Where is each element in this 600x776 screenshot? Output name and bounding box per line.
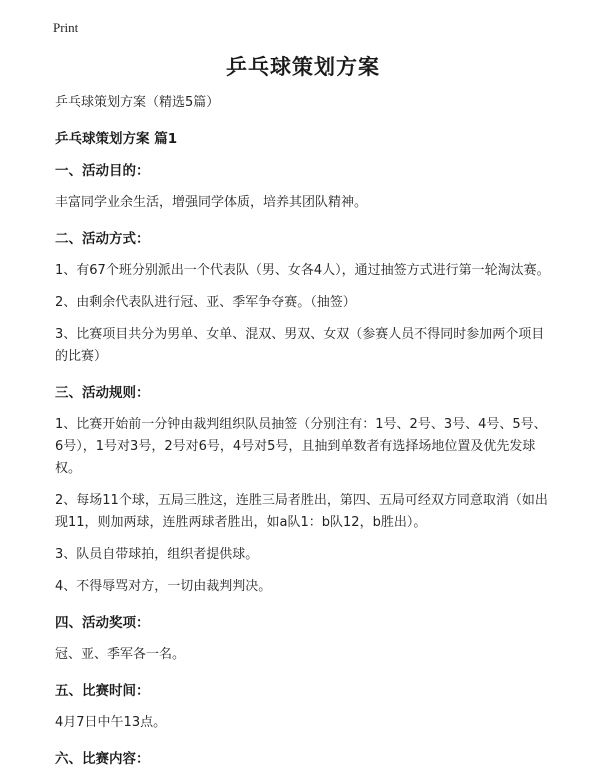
heading-purpose: 一、活动目的： — [55, 163, 150, 179]
paragraph-method-1: 1、有67个班分别派出一个代表队（男、女各4人），通过抽签方式进行第一轮淘汰赛。 — [55, 263, 550, 278]
paragraph-purpose: 丰富同学业余生活，增强同学体质，培养其团队精神。 — [55, 195, 368, 210]
print-link[interactable]: Print — [53, 20, 79, 35]
page-title: 乒乓球策划方案 — [226, 55, 380, 79]
paragraph-time: 4月7日中午13点。 — [55, 715, 167, 730]
paragraph-method-2: 2、由剩余代表队进行冠、亚、季军争夺赛。（抽签） — [55, 295, 356, 310]
section-title: 乒乓球策划方案 篇1 — [55, 131, 178, 147]
heading-content: 六、比赛内容： — [55, 751, 150, 767]
paragraph-rules-1: 1、比赛开始前一分钟由裁判组织队员抽签（分别注有：1号、2号、3号、4号、5号、6号），1号对3号，2号对6号，4号对5号，且抽到单数者有选择场地位置及优先发球权。 — [55, 417, 547, 476]
document — [55, 50, 551, 770]
heading-method: 二、活动方式： — [55, 231, 150, 247]
paragraph-rules-2: 2、每场11个球，五局三胜这，连胜三局者胜出，第四、五局可经双方同意取消（如出现11，则加两球，连胜两球者胜出，如a队1：b队12，b胜出）。 — [55, 493, 548, 530]
paragraph-rules-3: 3、队员自带球拍，组织者提供球。 — [55, 547, 259, 562]
heading-time: 五、比赛时间： — [55, 683, 150, 699]
heading-awards: 四、活动奖项： — [55, 615, 150, 631]
document-subtitle: 乒乓球策划方案（精选5篇） — [55, 95, 220, 110]
heading-rules: 三、活动规则： — [55, 385, 150, 401]
paragraph-awards: 冠、亚、季军各一名。 — [55, 647, 186, 662]
paragraph-rules-4: 4、不得辱骂对方，一切由裁判判决。 — [55, 579, 272, 594]
paragraph-method-3: 3、比赛项目共分为男单、女单、混双、男双、女双（参赛人员不得同时参加两个项目的比赛） — [55, 327, 545, 364]
